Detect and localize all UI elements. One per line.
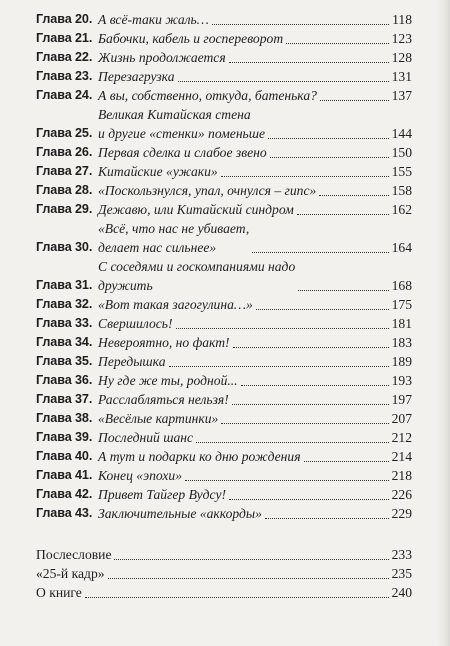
back-matter-title: «25-й кадр» — [36, 566, 105, 581]
dot-leader — [108, 578, 389, 579]
chapter-title: Жизнь продолжается — [98, 50, 226, 65]
dot-leader — [229, 62, 389, 63]
toc-entry[interactable] — [36, 485, 412, 504]
chapter-prefix: Глава — [36, 506, 72, 520]
page-number: 162 — [391, 202, 412, 217]
chapter-prefix: Глава — [36, 31, 72, 45]
toc-entry[interactable] — [36, 200, 412, 219]
chapter-label — [36, 485, 98, 504]
chapter-title: Китайские «ужаки» — [98, 164, 218, 179]
entry-body — [98, 181, 412, 200]
entry-body — [98, 485, 412, 504]
entry-body — [36, 564, 412, 583]
chapter-prefix: Глава — [36, 164, 72, 178]
chapter-number: 38. — [75, 411, 93, 425]
toc-entry[interactable] — [36, 352, 412, 371]
dot-leader — [221, 423, 388, 424]
chapter-title: Последний шанс — [98, 430, 194, 445]
chapter-label — [36, 295, 98, 314]
chapter-title-line-2: дружить — [98, 278, 153, 293]
chapter-title-line-1: С соседями и госкомпаниями надо — [98, 259, 296, 274]
chapter-label — [36, 466, 98, 485]
dot-leader — [297, 214, 389, 215]
chapter-label — [36, 409, 98, 428]
chapter-title: Бабочки, кабель и госпереворот — [98, 31, 284, 46]
entry-body — [98, 105, 412, 143]
entry-body — [98, 86, 412, 105]
chapter-number: 27. — [75, 164, 93, 178]
chapter-prefix: Глава — [36, 145, 72, 159]
toc-entry[interactable] — [36, 29, 412, 48]
chapter-prefix: Глава — [36, 487, 72, 501]
chapter-label — [36, 428, 98, 447]
entry-body — [98, 219, 412, 257]
chapter-title: «Весёлые картинки» — [98, 411, 219, 426]
entry-body — [98, 10, 412, 29]
dot-leader — [176, 328, 389, 329]
dot-leader — [221, 176, 389, 177]
page-number: 229 — [391, 506, 412, 521]
chapter-title: Расслабляться нельзя! — [98, 392, 229, 407]
chapter-title: Перезагрузка — [98, 69, 175, 84]
page-number: 212 — [391, 430, 412, 445]
page-number: 131 — [391, 69, 412, 84]
dot-leader — [233, 347, 389, 348]
chapter-title: Дежавю, или Китайский синдром — [98, 202, 294, 217]
chapter-number: 33. — [75, 316, 93, 330]
dot-leader — [169, 366, 389, 367]
chapter-title: Конец «эпохи» — [98, 468, 183, 483]
chapter-title-line-2: делает нас сильнее» — [98, 240, 217, 255]
chapter-prefix: Глава — [36, 316, 72, 330]
chapter-number: 41. — [75, 468, 93, 482]
entry-body — [98, 200, 412, 219]
dot-leader — [185, 480, 389, 481]
dot-leader — [286, 43, 388, 44]
chapter-number: 40. — [75, 449, 93, 463]
chapter-number: 26. — [75, 145, 93, 159]
toc-entry[interactable] — [36, 48, 412, 67]
entry-body — [36, 545, 412, 564]
chapter-prefix: Глава — [36, 468, 72, 482]
toc-entry[interactable] — [36, 409, 412, 428]
chapter-prefix: Глава — [36, 183, 72, 197]
chapter-number: 28. — [75, 183, 93, 197]
chapter-prefix: Глава — [36, 50, 72, 64]
chapter-title: А вы, собственно, откуда, батенька? — [98, 88, 317, 103]
toc-entry[interactable] — [36, 428, 412, 447]
chapter-number: 23. — [75, 69, 93, 83]
chapter-title: Привет Тайгер Вудсу! — [98, 487, 227, 502]
dot-leader — [229, 499, 389, 500]
chapter-number: 30. — [75, 240, 93, 254]
dot-leader — [319, 195, 388, 196]
page-number: 181 — [391, 316, 412, 331]
entry-body — [98, 29, 412, 48]
back-matter-title: Послесловие — [36, 547, 112, 562]
chapter-prefix: Глава — [36, 335, 72, 349]
chapter-label — [36, 162, 98, 181]
page-number: 118 — [392, 12, 412, 27]
chapter-label — [36, 181, 98, 200]
page-number: 233 — [391, 547, 412, 562]
dot-leader — [241, 385, 389, 386]
entry-body — [98, 48, 412, 67]
toc-entry[interactable] — [36, 67, 412, 86]
table-of-contents — [36, 10, 412, 602]
dot-leader — [196, 442, 389, 443]
page-edge-shadow — [436, 0, 450, 646]
page-number: 207 — [391, 411, 412, 426]
entry-body — [98, 162, 412, 181]
chapter-title: Заключительные «аккорды» — [98, 506, 262, 521]
toc-entry[interactable] — [36, 390, 412, 409]
chapter-prefix: Глава — [36, 373, 72, 387]
dot-leader — [298, 290, 388, 291]
chapter-label — [36, 29, 98, 48]
chapter-label — [36, 333, 98, 352]
dot-leader — [320, 100, 389, 101]
chapter-prefix: Глава — [36, 12, 72, 26]
back-matter-entry[interactable] — [36, 545, 412, 564]
chapter-title: Ну где же ты, родной... — [98, 373, 238, 388]
page-number: 155 — [391, 164, 412, 179]
entry-body — [98, 504, 412, 523]
chapter-number: 36. — [75, 373, 93, 387]
dot-leader — [256, 309, 389, 310]
page-number: 164 — [391, 240, 412, 255]
chapter-prefix: Глава — [36, 278, 72, 292]
chapter-prefix: Глава — [36, 240, 72, 254]
toc-entry[interactable] — [36, 371, 412, 390]
chapter-number: 24. — [75, 88, 93, 102]
dot-leader — [304, 461, 389, 462]
chapter-number: 34. — [75, 335, 93, 349]
chapter-number: 25. — [75, 126, 93, 140]
dot-leader — [212, 24, 389, 25]
chapter-label — [36, 276, 98, 295]
chapter-prefix: Глава — [36, 392, 72, 406]
chapter-title: Невероятно, но факт! — [98, 335, 230, 350]
chapter-label — [36, 200, 98, 219]
entry-body — [98, 390, 412, 409]
chapter-number: 29. — [75, 202, 93, 216]
page-number: 189 — [391, 354, 412, 369]
chapter-title: «Вот такая загогулина…» — [98, 297, 253, 312]
dot-leader — [268, 138, 389, 139]
page-number: 193 — [391, 373, 412, 388]
entry-body — [98, 447, 412, 466]
chapter-number: 31. — [75, 278, 93, 292]
chapter-prefix: Глава — [36, 449, 72, 463]
chapter-number: 22. — [75, 50, 93, 64]
dot-leader — [178, 81, 389, 82]
page-number: 144 — [391, 126, 412, 141]
page-number: 137 — [391, 88, 412, 103]
chapter-label — [36, 86, 98, 105]
chapter-title — [98, 219, 249, 257]
chapter-title — [98, 257, 295, 295]
entry-body — [98, 466, 412, 485]
dot-leader — [252, 252, 388, 253]
entry-body — [98, 143, 412, 162]
page-number: 128 — [391, 50, 412, 65]
page-number: 218 — [391, 468, 412, 483]
dot-leader — [114, 559, 388, 560]
page-number: 214 — [391, 449, 412, 464]
chapter-label — [36, 390, 98, 409]
chapter-title: Передышка — [98, 354, 166, 369]
toc-entry[interactable] — [36, 10, 412, 29]
entry-body — [98, 295, 412, 314]
chapter-number: 32. — [75, 297, 93, 311]
chapter-title: Свершилось! — [98, 316, 173, 331]
chapter-prefix: Глава — [36, 202, 72, 216]
back-matter-title: О книге — [36, 585, 82, 600]
page-number: 226 — [391, 487, 412, 502]
page-number: 150 — [391, 145, 412, 160]
toc-entry[interactable] — [36, 181, 412, 200]
entry-body — [98, 67, 412, 86]
chapter-label — [36, 352, 98, 371]
chapter-prefix: Глава — [36, 88, 72, 102]
chapter-number: 39. — [75, 430, 93, 444]
chapter-prefix: Глава — [36, 69, 72, 83]
chapter-title: «Поскользнулся, упал, очнулся – гипс» — [98, 183, 317, 198]
page-number: 123 — [391, 31, 412, 46]
chapter-label — [36, 371, 98, 390]
toc-entry[interactable] — [36, 466, 412, 485]
toc-entry[interactable] — [36, 314, 412, 333]
chapter-label — [36, 447, 98, 466]
entry-body — [98, 371, 412, 390]
toc-entry[interactable] — [36, 86, 412, 105]
entry-body — [98, 409, 412, 428]
page-number: 175 — [391, 297, 412, 312]
chapter-prefix: Глава — [36, 354, 72, 368]
page-number: 235 — [391, 566, 412, 581]
toc-entry[interactable] — [36, 447, 412, 466]
chapter-number: 42. — [75, 487, 93, 501]
dot-leader — [265, 518, 389, 519]
chapter-label — [36, 238, 98, 257]
back-matter-entry[interactable] — [36, 583, 412, 602]
chapter-title: А всё-таки жаль… — [98, 12, 209, 27]
entry-body — [98, 257, 412, 295]
chapter-title-line-1: Великая Китайская стена — [98, 107, 251, 122]
chapter-label — [36, 10, 98, 29]
entry-body — [98, 352, 412, 371]
chapter-label — [36, 48, 98, 67]
chapter-number: 43. — [75, 506, 93, 520]
page-number: 183 — [391, 335, 412, 350]
entry-body — [98, 428, 412, 447]
chapter-title-line-1: «Всё, что нас не убивает, — [98, 221, 250, 236]
page-number: 240 — [391, 585, 412, 600]
dot-leader — [85, 597, 389, 598]
page-number: 197 — [391, 392, 412, 407]
entry-body — [36, 583, 412, 602]
back-matter-entry[interactable] — [36, 564, 412, 583]
toc-entry[interactable] — [36, 162, 412, 181]
chapter-title: Первая сделка и слабое звено — [98, 145, 267, 160]
chapter-label — [36, 314, 98, 333]
toc-entry[interactable] — [36, 504, 412, 523]
toc-entry[interactable] — [36, 333, 412, 352]
chapter-title: А тут и подарки ко дню рождения — [98, 449, 301, 464]
page-number: 158 — [391, 183, 412, 198]
chapter-title-line-2: и другие «стенки» поменьше — [98, 126, 266, 141]
toc-entry[interactable] — [36, 105, 412, 143]
dot-leader — [232, 404, 389, 405]
chapter-prefix: Глава — [36, 297, 72, 311]
chapter-prefix: Глава — [36, 430, 72, 444]
chapter-prefix: Глава — [36, 411, 72, 425]
chapter-number: 35. — [75, 354, 93, 368]
chapter-number: 37. — [75, 392, 93, 406]
chapter-number: 21. — [75, 31, 93, 45]
toc-entry[interactable] — [36, 143, 412, 162]
chapter-prefix: Глава — [36, 126, 72, 140]
section-gap — [36, 523, 412, 545]
dot-leader — [270, 157, 389, 158]
entry-body — [98, 333, 412, 352]
toc-entry[interactable] — [36, 219, 412, 257]
chapter-title — [98, 105, 265, 143]
toc-entry[interactable] — [36, 257, 412, 295]
chapter-label — [36, 124, 98, 143]
chapter-label — [36, 67, 98, 86]
entry-body — [98, 314, 412, 333]
toc-entry[interactable] — [36, 295, 412, 314]
chapter-number: 20. — [75, 12, 93, 26]
page-number: 168 — [391, 278, 412, 293]
chapter-label — [36, 143, 98, 162]
chapter-label — [36, 504, 98, 523]
